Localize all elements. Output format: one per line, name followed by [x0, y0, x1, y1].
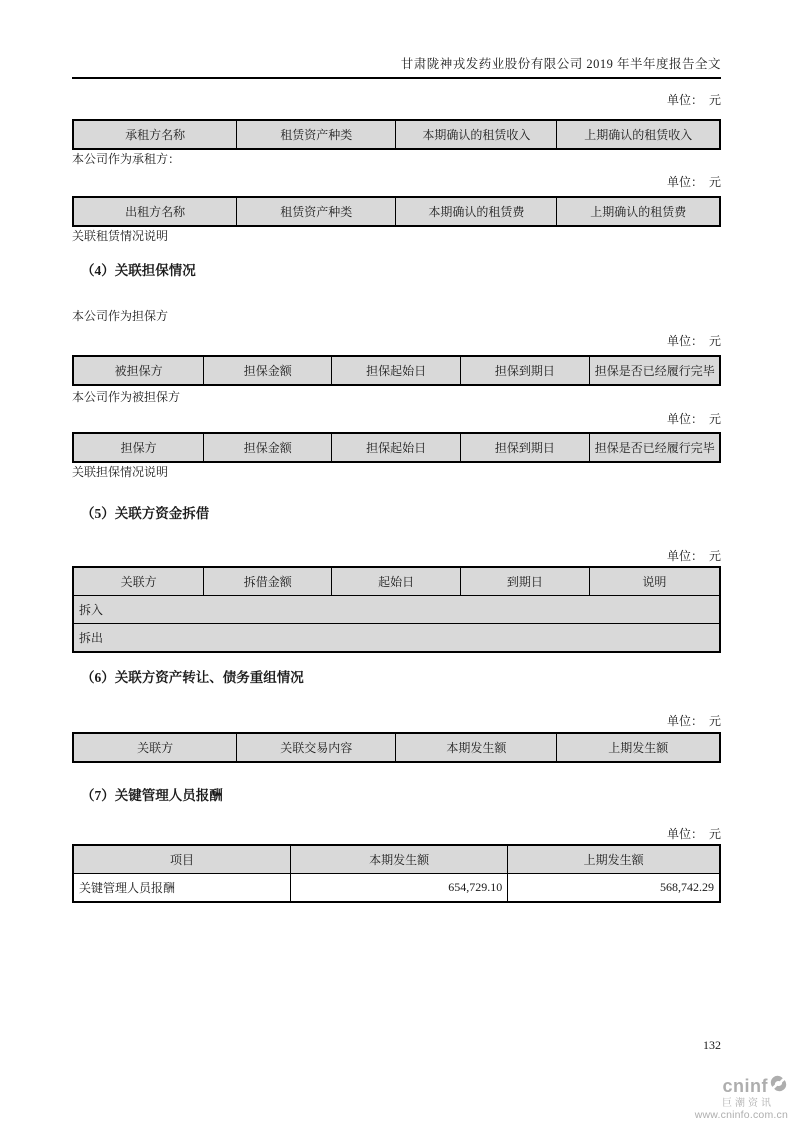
column-header: 担保金额: [204, 433, 332, 462]
unit-label: 单位： 元: [666, 334, 721, 348]
cninfo-logo-chinese: 巨潮资讯: [722, 1098, 774, 1109]
compensation-current-amount: 654,729.10: [290, 874, 507, 903]
column-header: 租赁资产种类: [237, 197, 396, 226]
compensation-item-label: 关键管理人员报酬: [73, 874, 290, 903]
unit-label: 单位： 元: [666, 175, 721, 189]
note-as-guaranteed: 本公司作为被担保方: [72, 390, 181, 404]
page-header-title: 甘肃陇神戎发药业股份有限公司 2019 年半年度报告全文: [400, 57, 721, 71]
cninfo-logo-url: www.cninfo.com.cn: [694, 1109, 788, 1121]
table-fund-borrowing: [72, 566, 721, 653]
column-header: 担保是否已经履行完毕: [589, 356, 720, 385]
column-header: 担保方: [73, 433, 204, 462]
column-header: 担保金额: [204, 356, 332, 385]
table-row: [73, 624, 720, 653]
table-header-row: [73, 733, 720, 762]
column-header: 上期发生额: [557, 733, 720, 762]
column-header: 关联交易内容: [237, 733, 396, 762]
column-header: 担保起始日: [332, 356, 461, 385]
column-header: 拆借金额: [204, 567, 332, 596]
column-header: 担保是否已经履行完毕: [589, 433, 720, 462]
section-heading-7: （7）关键管理人员报酬: [81, 788, 223, 803]
table-header-row: [73, 845, 720, 874]
column-header: 关联方: [73, 567, 204, 596]
table-lease-expense: [72, 196, 721, 227]
table-compensation: [72, 844, 721, 903]
note-guarantee-explanation: 关联担保情况说明: [72, 465, 169, 479]
unit-label: 单位： 元: [666, 714, 721, 728]
column-header: 本期确认的租赁收入: [396, 120, 557, 149]
note-lease-explanation: 关联租赁情况说明: [72, 229, 169, 243]
section-heading-5: （5）关联方资金拆借: [81, 506, 210, 521]
column-header: 本期发生额: [396, 733, 557, 762]
note-as-lessee: 本公司作为承租方：: [72, 152, 181, 166]
column-header: 被担保方: [73, 356, 204, 385]
column-header: 出租方名称: [73, 197, 237, 226]
column-header: 租赁资产种类: [237, 120, 396, 149]
unit-label: 单位： 元: [666, 549, 721, 563]
section-heading-4: （4）关联担保情况: [81, 263, 196, 278]
column-header: 担保起始日: [332, 433, 461, 462]
column-header: 上期确认的租赁费: [557, 197, 720, 226]
table-lease-income: [72, 119, 721, 150]
table-header-row: [73, 567, 720, 596]
unit-label: 单位： 元: [666, 412, 721, 426]
column-header: 项目: [73, 845, 290, 874]
table-asset-transfer: [72, 732, 721, 763]
column-header: 承租方名称: [73, 120, 237, 149]
compensation-prior-amount: 568,742.29: [508, 874, 720, 903]
unit-label: 单位： 元: [666, 93, 721, 107]
header-rule: [72, 77, 721, 79]
unit-label: 单位： 元: [666, 827, 721, 841]
column-header: 到期日: [461, 567, 590, 596]
column-header: 关联方: [73, 733, 237, 762]
table-header-row: [73, 120, 720, 149]
column-header: 担保到期日: [461, 433, 590, 462]
table-header-row: [73, 197, 720, 226]
note-as-guarantor: 本公司作为担保方: [72, 309, 169, 323]
column-header: 上期发生额: [508, 845, 720, 874]
table-row: [73, 874, 720, 903]
column-header: 说明: [589, 567, 720, 596]
cninfo-watermark: [692, 1074, 788, 1121]
column-header: 上期确认的租赁收入: [557, 120, 720, 149]
cninfo-logo-text: cninf: [722, 1075, 768, 1096]
table-header-row: [73, 433, 720, 462]
table-row: [73, 596, 720, 624]
section-heading-6: （6）关联方资产转让、债务重组情况: [81, 670, 304, 685]
table-guaranteed: [72, 432, 721, 463]
row-label-lend-out: 拆出: [73, 624, 720, 653]
page-number: 132: [703, 1038, 721, 1052]
cninfo-swirl-icon: [769, 1074, 788, 1097]
column-header: 担保到期日: [461, 356, 590, 385]
column-header: 本期确认的租赁费: [396, 197, 557, 226]
row-label-borrow-in: 拆入: [73, 596, 720, 624]
table-header-row: [73, 356, 720, 385]
column-header: 起始日: [332, 567, 461, 596]
table-guarantor: [72, 355, 721, 386]
column-header: 本期发生额: [290, 845, 507, 874]
